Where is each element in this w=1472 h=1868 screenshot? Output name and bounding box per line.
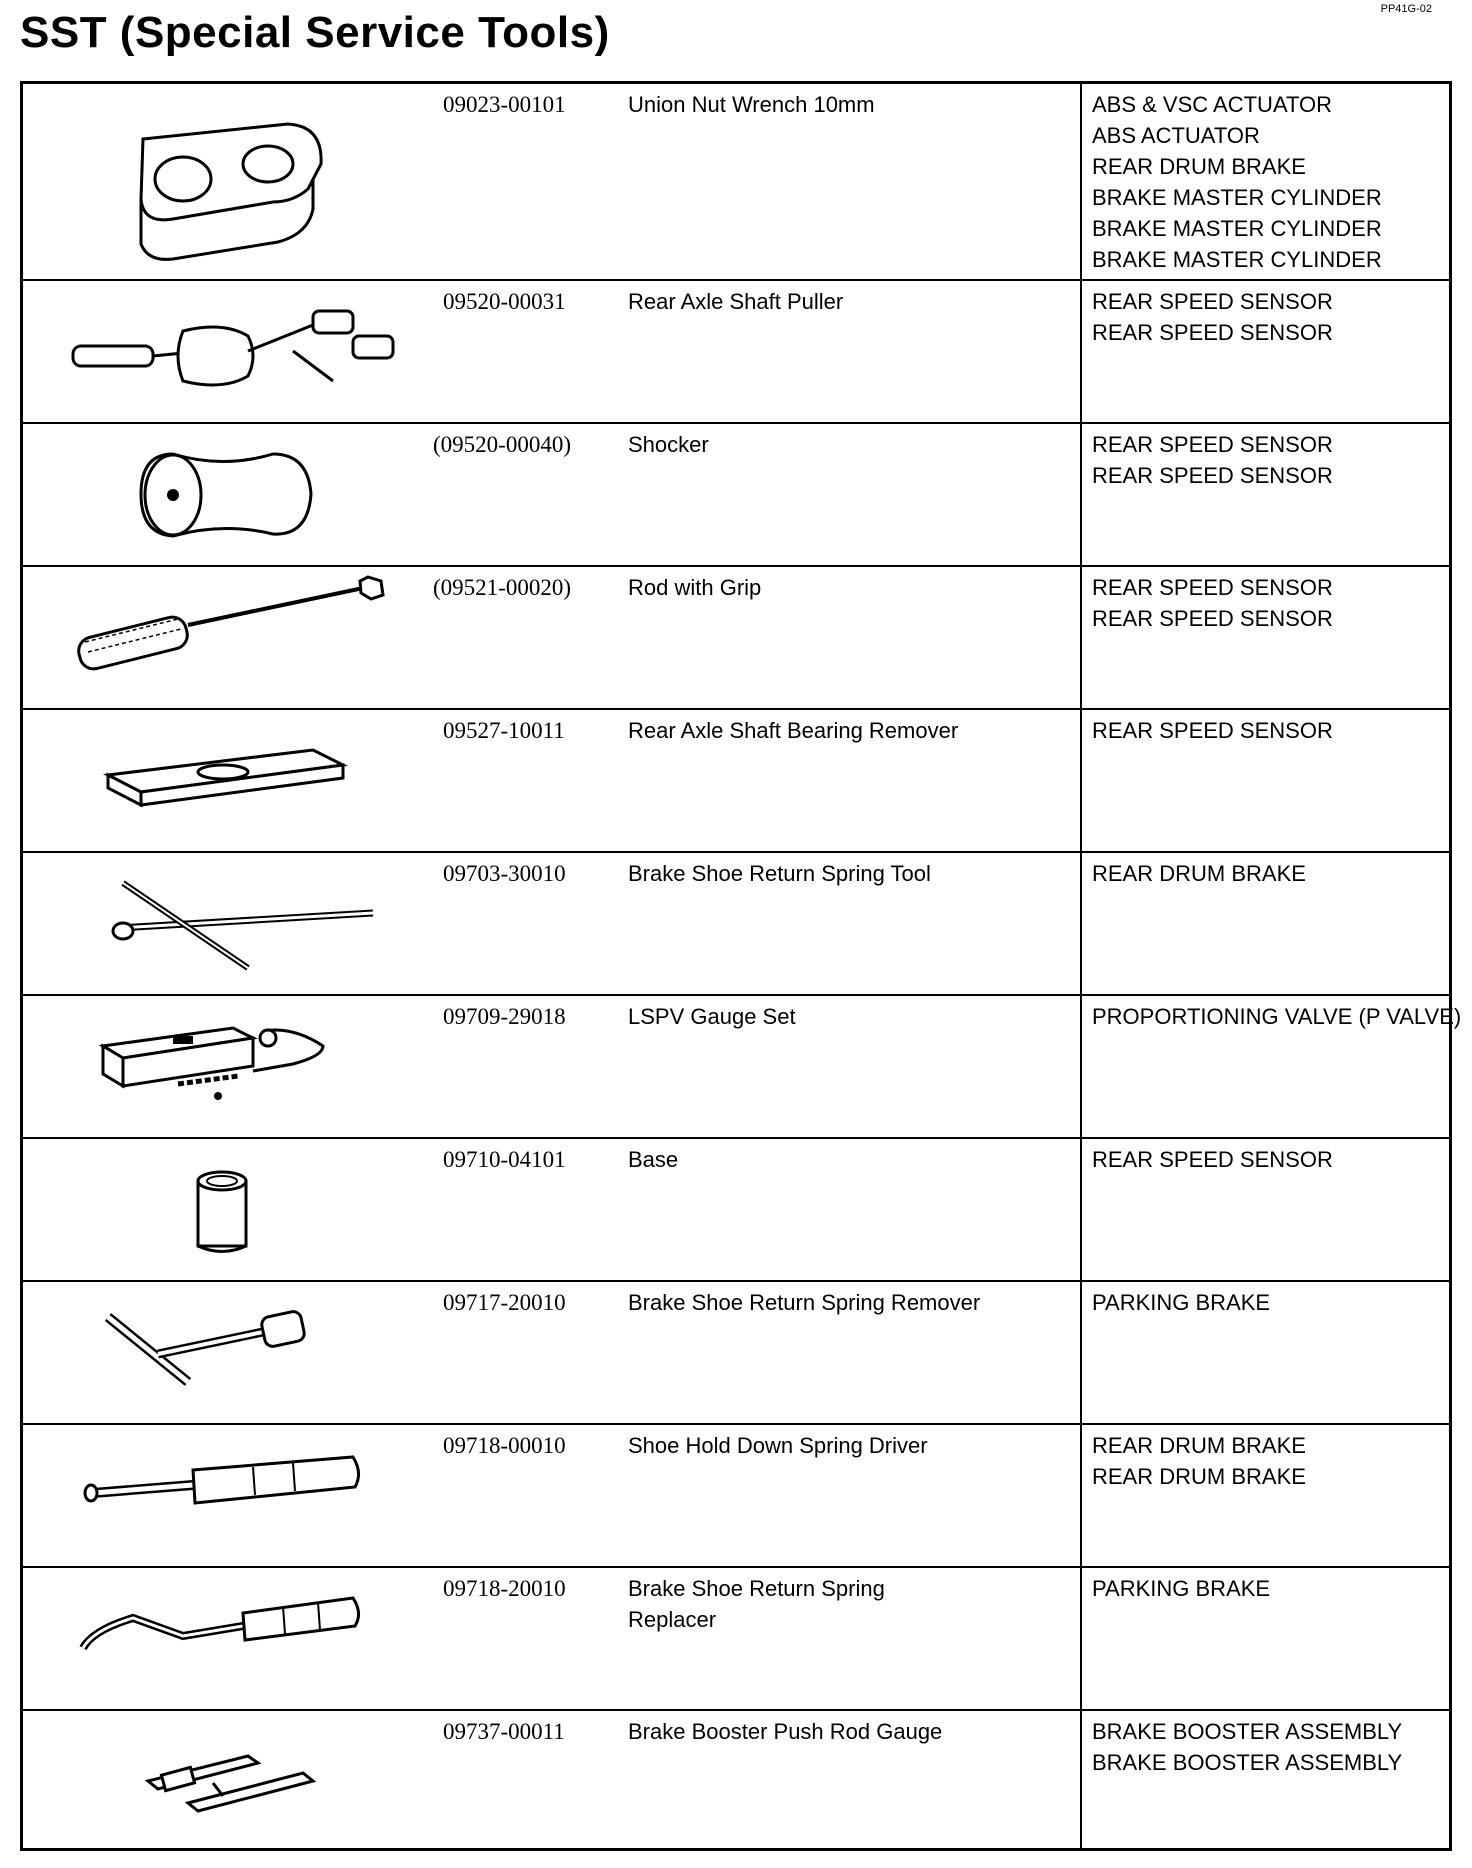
table-row	[22, 1424, 1451, 1567]
usage-item: PARKING BRAKE	[1092, 1289, 1271, 1315]
part-number: 09520-00031	[443, 288, 566, 314]
part-number: 09718-00010	[443, 1432, 566, 1458]
rod-with-grip-icon	[23, 567, 431, 708]
usage-item: REAR SPEED SENSOR	[1092, 462, 1333, 488]
usage-item: REAR DRUM BRAKE	[1092, 860, 1306, 886]
tool-name: LSPV Gauge Set	[628, 1003, 796, 1029]
union-nut-wrench-icon	[23, 84, 431, 279]
tool-illustration	[22, 1281, 432, 1424]
page-title: SST (Special Service Tools)	[20, 8, 610, 57]
table-row	[22, 995, 1451, 1138]
usage-item: BRAKE MASTER CYLINDER	[1092, 247, 1382, 272]
tool-name: Brake Shoe Return Spring	[628, 1575, 885, 1601]
table-row	[22, 1567, 1451, 1710]
bearing-remover-icon	[23, 710, 431, 851]
spring-remover-icon	[23, 1282, 431, 1423]
usage-item: REAR SPEED SENSOR	[1092, 288, 1333, 314]
axle-shaft-puller-icon	[23, 281, 431, 422]
spring-driver-icon	[23, 1425, 431, 1566]
push-rod-gauge-icon	[23, 1711, 431, 1849]
tool-name: Brake Shoe Return Spring Remover	[628, 1289, 981, 1315]
tool-name: Union Nut Wrench 10mm	[628, 92, 875, 117]
usage-item: REAR DRUM BRAKE	[1092, 154, 1306, 179]
part-number: 09718-20010	[443, 1575, 566, 1601]
usage-item: ABS & VSC ACTUATOR	[1092, 92, 1333, 117]
usage-item: ABS ACTUATOR	[1092, 123, 1260, 148]
shocker-icon	[23, 424, 431, 565]
part-number: (09520-00040)	[433, 431, 571, 457]
tool-name: Shocker	[628, 431, 709, 457]
part-number: 09709-29018	[443, 1003, 566, 1029]
tool-illustration	[22, 566, 432, 709]
table-row	[22, 1710, 1451, 1850]
usage-item: REAR SPEED SENSOR	[1092, 605, 1333, 631]
gauge-set-icon	[23, 996, 431, 1137]
tool-illustration	[22, 1424, 432, 1567]
usage-item: REAR DRUM BRAKE	[1092, 1463, 1306, 1489]
base-cylinder-icon	[23, 1139, 431, 1280]
part-number: 09023-00101	[443, 92, 566, 117]
page-code: PP41G-02	[1380, 3, 1432, 15]
usage-item: PROPORTIONING VALVE (P VALVE)	[1092, 1003, 1462, 1029]
usage-item: BRAKE BOOSTER ASSEMBLY	[1092, 1749, 1403, 1775]
usage-item: BRAKE MASTER CYLINDER	[1092, 185, 1382, 210]
tool-name: Rear Axle Shaft Puller	[628, 288, 844, 314]
tool-name: Shoe Hold Down Spring Driver	[628, 1432, 928, 1458]
tool-name: Brake Booster Push Rod Gauge	[628, 1718, 943, 1744]
tool-illustration	[22, 852, 432, 995]
tool-illustration	[22, 1567, 432, 1710]
tool-illustration	[22, 1138, 432, 1281]
tool-name: Base	[628, 1146, 679, 1172]
tool-name: Replacer	[628, 1606, 717, 1632]
usage-item: REAR SPEED SENSOR	[1092, 574, 1333, 600]
tool-name: Rear Axle Shaft Bearing Remover	[628, 717, 959, 743]
usage-item: BRAKE BOOSTER ASSEMBLY	[1092, 1718, 1403, 1744]
table-row	[22, 1281, 1451, 1424]
usage-item: REAR DRUM BRAKE	[1092, 1432, 1306, 1458]
part-number: (09521-00020)	[433, 574, 571, 600]
usage-item: PARKING BRAKE	[1092, 1575, 1271, 1601]
table-row	[22, 709, 1451, 852]
table-row	[22, 423, 1451, 566]
usage-item: REAR SPEED SENSOR	[1092, 431, 1333, 457]
part-number: 09710-04101	[443, 1146, 566, 1172]
part-number: 09737-00011	[443, 1718, 565, 1744]
table-row	[22, 280, 1451, 423]
tool-name: Brake Shoe Return Spring Tool	[628, 860, 931, 886]
part-number: 09703-30010	[443, 860, 566, 886]
usage-item: REAR SPEED SENSOR	[1092, 319, 1333, 345]
tool-illustration	[22, 280, 432, 423]
part-number: 09527-10011	[443, 717, 565, 743]
tool-name: Rod with Grip	[628, 574, 762, 600]
return-spring-tool-icon	[23, 853, 431, 994]
tool-illustration	[22, 709, 432, 852]
table-row	[22, 1138, 1451, 1281]
tool-illustration	[22, 423, 432, 566]
sst-table	[20, 81, 1462, 1851]
usage-item: REAR SPEED SENSOR	[1092, 1146, 1333, 1172]
spring-replacer-icon	[23, 1568, 431, 1709]
table-row	[22, 566, 1451, 709]
part-number: 09717-20010	[443, 1289, 566, 1315]
usage-item: BRAKE MASTER CYLINDER	[1092, 216, 1382, 241]
usage-item: REAR SPEED SENSOR	[1092, 717, 1333, 743]
tool-illustration	[22, 995, 432, 1138]
table-row	[22, 852, 1451, 995]
tool-illustration	[22, 1710, 432, 1850]
table-row	[22, 83, 1451, 280]
tool-illustration	[22, 83, 432, 280]
